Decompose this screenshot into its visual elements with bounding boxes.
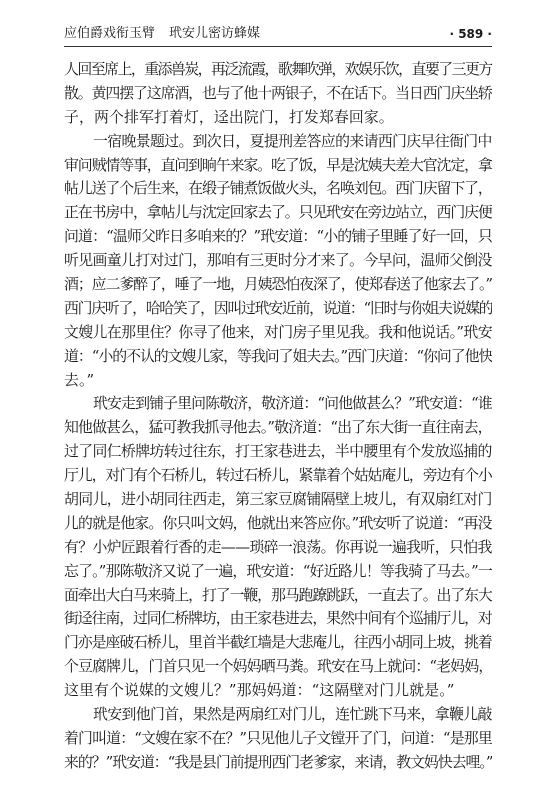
text-line: 西门庆听了，哈哈笑了，因叫过玳安近前，说道：“旧时与你姐夫说媒的: [64, 298, 492, 317]
text-line: 审问贼情等事，直问到晌午来家。吃了饭，早是沈姨夫差大官沈定，拿: [64, 155, 492, 174]
text-line: 问道：“温师父昨日多咱来的？”玳安道：“小的铺子里睡了好一回，只: [64, 227, 492, 246]
text-line: 听见画童儿打对过门，那咱有三更时分才来了。今早问，温师父倒没: [64, 251, 492, 270]
text-line: 来的？”玳安道：“我是县门前提刑西门老爹家，来请，教文妈快去哩。”: [64, 752, 492, 771]
text-line: 个豆腐牌儿，门首只见一个妈妈晒马粪。玳安在马上就问：“老妈妈，: [64, 657, 492, 676]
text-line: 玳安走到铺子里问陈敬济，敬济道：“问他做甚么？”玳安道：“谁: [93, 394, 492, 413]
text-line: 儿的就是他家。你只叫文妈，他就出来答应你。”玳安听了说道：“再没: [64, 513, 492, 532]
chapter-subtitle: 玳安儿密访蜂媒: [169, 26, 261, 41]
text-line: 玳安到他门首，果然是两扇红对门儿，连忙跳下马来，拿鞭儿敲: [93, 705, 492, 724]
text-line: 有？小炉匠跟着行香的走——琐碎一浪荡。你再说一遍我听，只怕我: [64, 537, 492, 556]
text-line: 知他做甚么，猛可教我抓寻他去。”敬济道：“出了东大街一直往南去，: [64, 418, 492, 437]
body-text: [64, 58, 492, 773]
text-line: 去。”: [64, 370, 95, 389]
page-header: [64, 24, 492, 47]
page-number: · 589 ·: [449, 27, 492, 41]
text-line: 文嫂儿在那里住？你寻了他来，对门房子里见我。我和他说话。”玳安: [64, 322, 492, 341]
text-line: 子，两个排军打着灯，迳出院门，打发郑春回家。: [64, 107, 394, 126]
chapter-title: 应伯爵戏衔玉臂: [64, 26, 156, 41]
text-line: 这里有个说媒的文嫂儿？”那妈妈道：“这隔壁对门儿就是。”: [64, 681, 455, 700]
text-line: 人回至席上，重添兽炭，再泛流霞，歌舞吹弹，欢娱乐饮，直要了三更方: [64, 60, 492, 78]
text-line: 正在书房中，拿帖儿与沈定回家去了。只见玳安在旁边站立，西门庆便: [64, 203, 492, 222]
text-line: 胡同儿，进小胡同往西走，第三家豆腐铺隔壁上坡儿，有双扇红对门: [64, 490, 492, 509]
text-line: 门亦是座破石桥儿，里首半截红墙是大悲庵儿，往西小胡同上坡，挑着: [64, 633, 492, 652]
text-line: 散。黄四摆了这席酒，也与了他十两银子，不在话下。当日西门庆坐轿: [64, 83, 492, 102]
text-line: 一宿晚景题过。到次日，夏提刑差答应的来请西门庆早往衙门中: [93, 131, 492, 150]
text-line: 过了同仁桥牌坊转过往东，打王家巷进去，半中腰里有个发放巡捕的: [64, 442, 492, 461]
text-line: 街迳往南，过同仁桥牌坊，由王家巷进去，果然中间有个巡捕厅儿，对: [64, 609, 492, 628]
text-line: 着门叫道：“文嫂在家不在？”只见他儿子文镗开了门，问道：“是那里: [64, 728, 492, 747]
running-title: [64, 24, 260, 44]
text-line: 帖儿送了个后生来，在缎子铺煮饭做火头，名唤刘包。西门庆留下了，: [64, 179, 492, 198]
text-line: 道：“小的不认的文嫂儿家，等我问了姐夫去。”西门庆道：“你问了他快: [64, 346, 492, 365]
text-line: 面牵出大白马来骑上，打了一鞭，那马跑蹽跳跃，一直去了。出了东大: [64, 585, 492, 604]
text-line: 忘了。”那陈敬济又说了一遍，玳安道：“好近路儿！等我骑了马去。”一: [64, 561, 492, 580]
text-line: 酒；应二爹醉了，唾了一地，月姨恐怕夜深了，使郑春送了他家去了。”: [64, 275, 492, 294]
text-line: 厅儿，对门有个石桥儿，转过石桥儿，紧靠着个姑姑庵儿，旁边有个小: [64, 466, 492, 485]
